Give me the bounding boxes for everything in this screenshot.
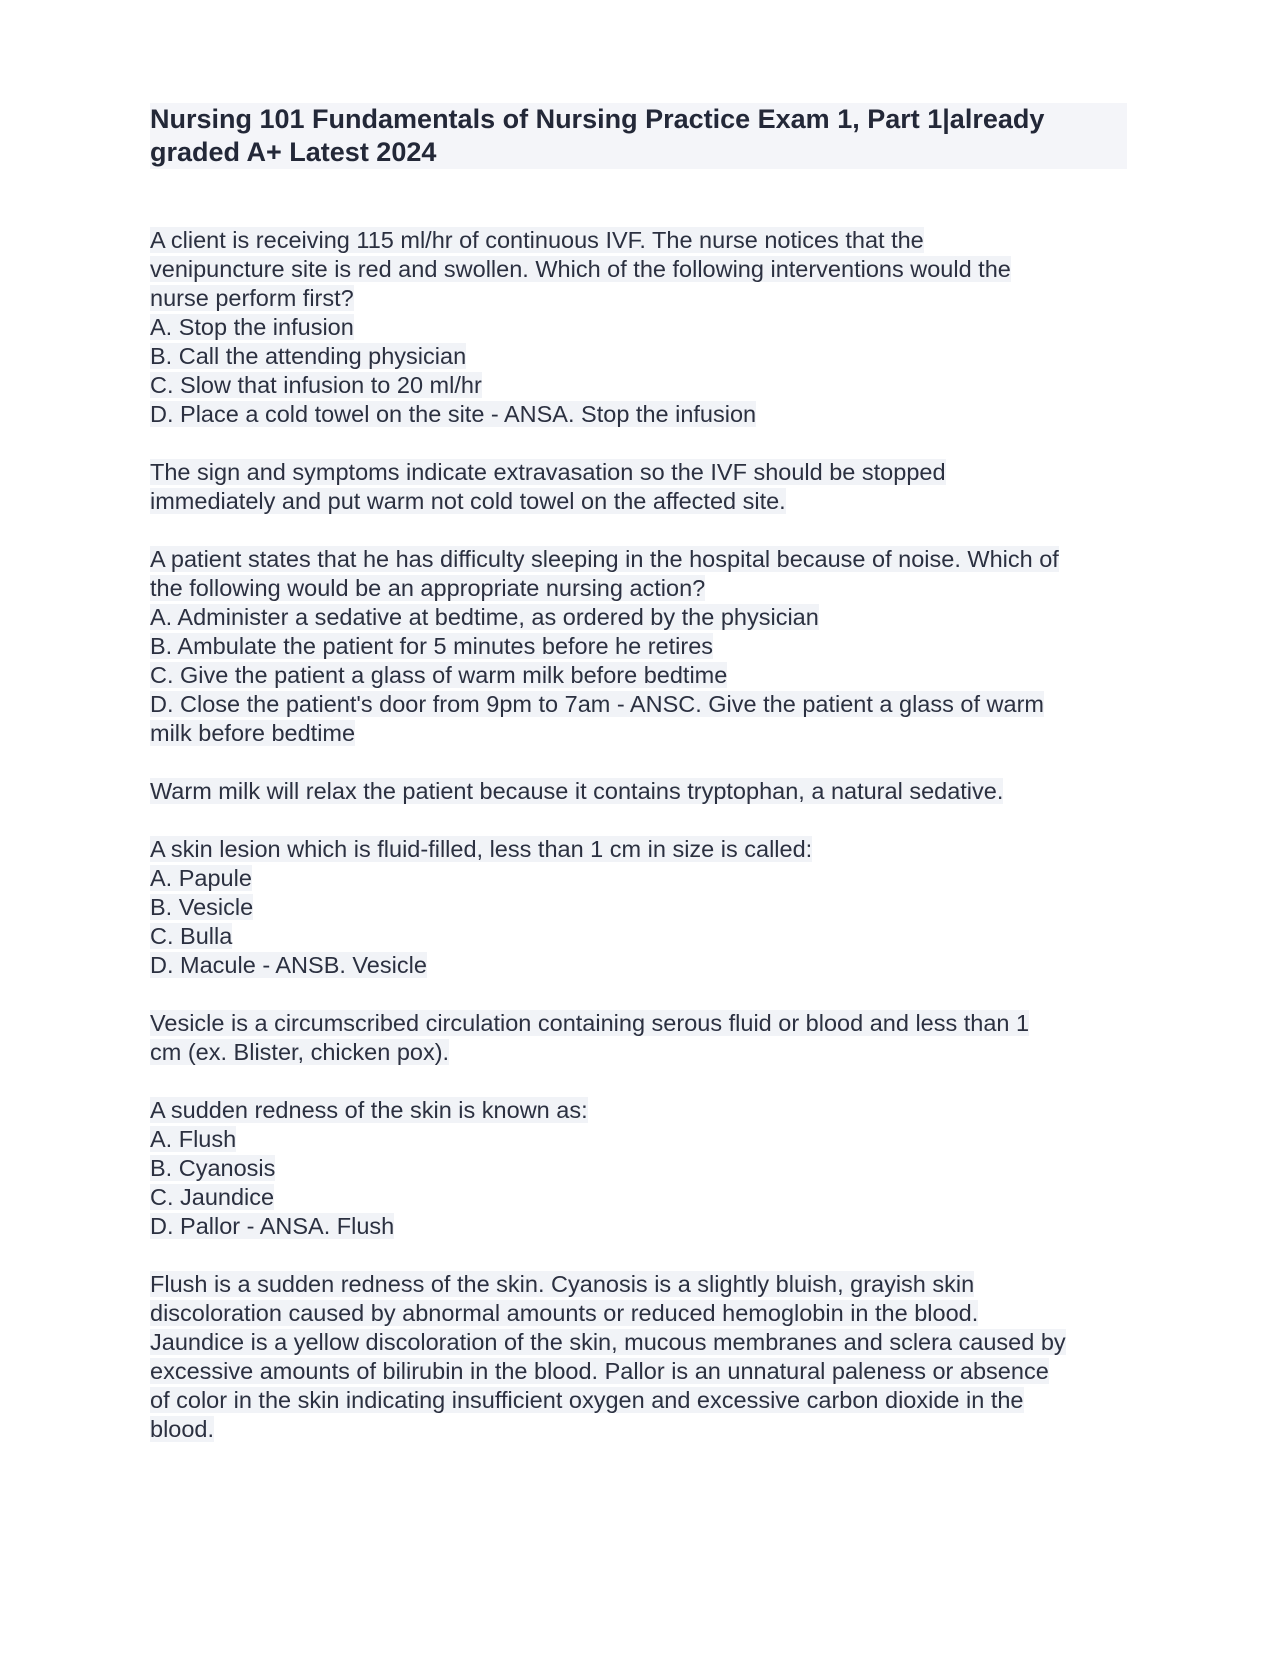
- text-line: [150, 777, 1127, 806]
- text-line: [150, 1357, 1127, 1386]
- text-line-content: Jaundice is a yellow discoloration of the skin, mucous membranes and sclera caused by: [150, 1329, 1066, 1355]
- text-line: [150, 835, 1127, 864]
- text-line-content: D. Pallor - ANSA. Flush: [150, 1213, 395, 1239]
- text-line: [150, 284, 1127, 313]
- text-line: [150, 226, 1127, 255]
- text-line: [150, 1212, 1127, 1241]
- text-line: [150, 922, 1127, 951]
- text-line: [150, 1386, 1127, 1415]
- text-line-content: D. Close the patient's door from 9pm to 7am - ANSC. Give the patient a glass of warm: [150, 691, 1044, 717]
- text-line: [150, 1328, 1127, 1357]
- text-line: [150, 342, 1127, 371]
- text-line: [150, 371, 1127, 400]
- text-line: [150, 313, 1127, 342]
- text-line: [150, 632, 1127, 661]
- text-line: [150, 1009, 1127, 1038]
- text-line-content: blood.: [150, 1416, 215, 1442]
- text-line-content: A client is receiving 115 ml/hr of continuous IVF. The nurse notices that the: [150, 227, 924, 253]
- text-line: [150, 719, 1127, 748]
- text-line: [150, 545, 1127, 574]
- paragraph-block: [150, 458, 1127, 516]
- text-line: [150, 400, 1127, 429]
- text-line-content: C. Bulla: [150, 923, 233, 949]
- text-line: [150, 864, 1127, 893]
- text-line: [150, 1415, 1127, 1444]
- text-line-content: B. Vesicle: [150, 894, 254, 920]
- text-line: [150, 1038, 1127, 1067]
- paragraph-block: [150, 835, 1127, 980]
- text-line-content: the following would be an appropriate nursing action?: [150, 575, 706, 601]
- text-line-content: A. Flush: [150, 1126, 237, 1152]
- text-line: [150, 1299, 1127, 1328]
- text-line-content: Vesicle is a circumscribed circulation containing serous fluid or blood and less than 1: [150, 1010, 1030, 1036]
- text-line: [150, 1125, 1127, 1154]
- text-line: [150, 458, 1127, 487]
- text-line-content: B. Call the attending physician: [150, 343, 467, 369]
- text-line-content: venipuncture site is red and swollen. Which of the following interventions would the: [150, 256, 1011, 282]
- text-line-content: The sign and symptoms indicate extravasation so the IVF should be stopped: [150, 459, 946, 485]
- paragraph-block: [150, 1009, 1127, 1067]
- text-line: [150, 1270, 1127, 1299]
- text-line: [150, 1183, 1127, 1212]
- text-line-content: D. Place a cold towel on the site - ANSA. Stop the infusion: [150, 401, 757, 427]
- text-line-content: A patient states that he has difficulty sleeping in the hospital because of noise. Which of: [150, 546, 1059, 572]
- paragraph-block: [150, 777, 1127, 806]
- text-line-content: B. Cyanosis: [150, 1155, 276, 1181]
- text-line-content: cm (ex. Blister, chicken pox).: [150, 1039, 450, 1065]
- text-line-content: nurse perform first?: [150, 285, 354, 311]
- text-line-content: C. Slow that infusion to 20 ml/hr: [150, 372, 482, 398]
- text-line: [150, 951, 1127, 980]
- text-line: [150, 1154, 1127, 1183]
- text-line: [150, 893, 1127, 922]
- paragraph-block: [150, 1096, 1127, 1241]
- text-line-content: discoloration caused by abnormal amounts or reduced hemoglobin in the blood.: [150, 1300, 979, 1326]
- document-page: [150, 103, 1127, 1473]
- paragraph-block: [150, 545, 1127, 748]
- text-line-content: A. Papule: [150, 865, 252, 891]
- text-line: [150, 255, 1127, 284]
- text-line: [150, 487, 1127, 516]
- paragraph-block: [150, 1270, 1127, 1444]
- text-line-content: C. Jaundice: [150, 1184, 275, 1210]
- text-line-content: C. Give the patient a glass of warm milk before bedtime: [150, 662, 728, 688]
- text-line-content: excessive amounts of bilirubin in the blood. Pallor is an unnatural paleness or absence: [150, 1358, 1049, 1384]
- text-line-content: immediately and put warm not cold towel on the affected site.: [150, 488, 786, 514]
- paragraph-block: [150, 226, 1127, 429]
- text-line: [150, 603, 1127, 632]
- text-line: [150, 661, 1127, 690]
- text-line-content: of color in the skin indicating insufficient oxygen and excessive carbon dioxide in the: [150, 1387, 1024, 1413]
- text-line: [150, 1096, 1127, 1125]
- text-line-content: Flush is a sudden redness of the skin. Cyanosis is a slightly bluish, grayish skin: [150, 1271, 975, 1297]
- text-line: [150, 574, 1127, 603]
- text-line: [150, 690, 1127, 719]
- text-line-content: Warm milk will relax the patient because it contains tryptophan, a natural sedative.: [150, 778, 1004, 804]
- document-title: Nursing 101 Fundamentals of Nursing Practice Exam 1, Part 1|already graded A+ Latest 2024: [150, 103, 1127, 169]
- text-line-content: milk before bedtime: [150, 720, 356, 746]
- text-line-content: D. Macule - ANSB. Vesicle: [150, 952, 427, 978]
- text-line-content: A sudden redness of the skin is known as:: [150, 1097, 588, 1123]
- document-body: [150, 226, 1127, 1444]
- text-line-content: A. Administer a sedative at bedtime, as ordered by the physician: [150, 604, 819, 630]
- text-line-content: A skin lesion which is fluid-filled, less than 1 cm in size is called:: [150, 836, 813, 862]
- text-line-content: B. Ambulate the patient for 5 minutes before he retires: [150, 633, 714, 659]
- text-line-content: A. Stop the infusion: [150, 314, 354, 340]
